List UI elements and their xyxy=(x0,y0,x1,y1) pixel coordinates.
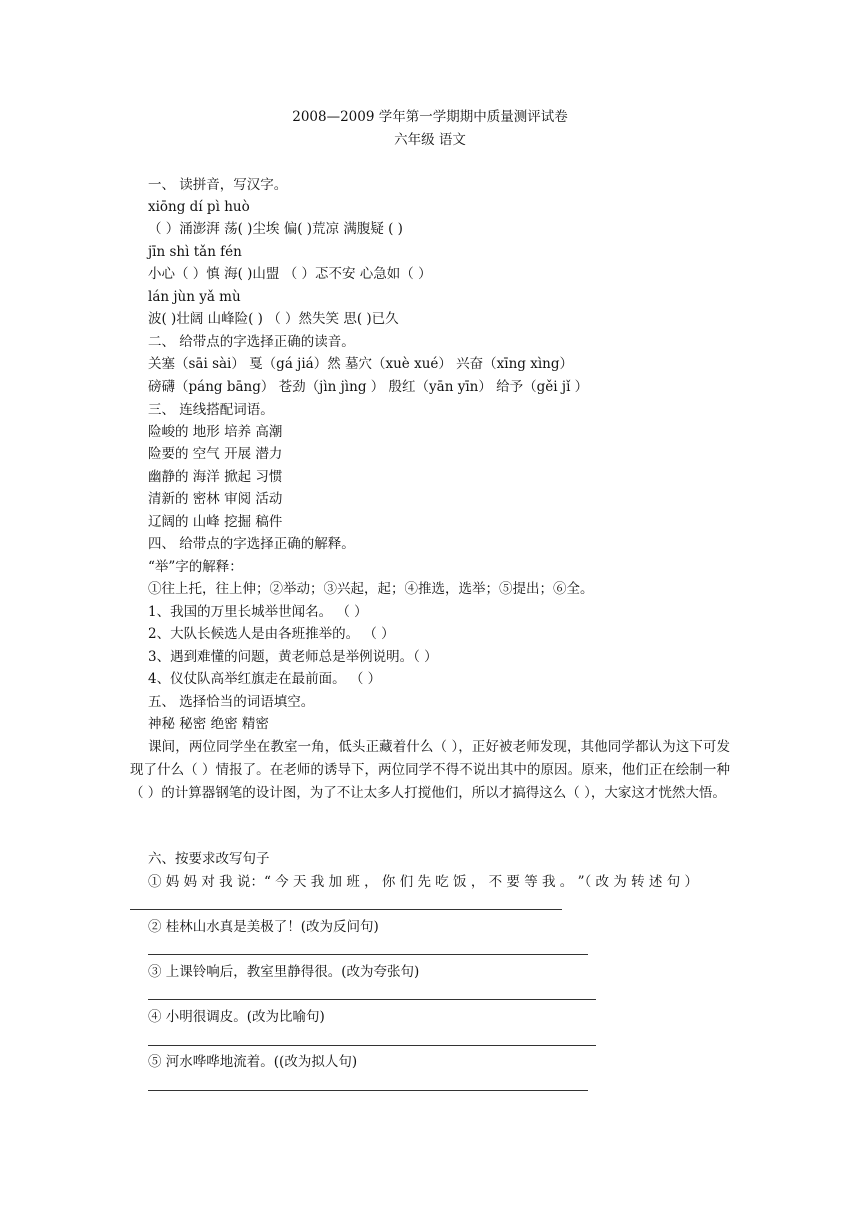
question-line: 小心（ ）慎 海( )山盟 （ ）忑不安 心急如（ ） xyxy=(148,266,432,282)
word-row: 险要的 空气 开展 潜力 xyxy=(148,446,283,462)
definition-label: “举”字的解释： xyxy=(148,559,243,575)
word-row: 幽静的 海洋 掀起 习惯 xyxy=(148,469,283,485)
rewrite-item: ② 桂林山水真是美极了！(改为反问句) xyxy=(148,919,379,935)
paragraph-text: 课间，两位同学坐在教室一角，低头正藏着什么（ ），正好被老师发现，其他同学都认为这下可发现了什么（ ）情报了。在老师的诱导下，两位同学不得不说出其中的原因。原来，他们正在绘制一种（ ）的计算器钢笔的设计图，为了不让太多人打搅他们，所以才搞得这么（ ），大家这才恍然大悟。 xyxy=(130,739,730,801)
section-6-heading: 六、按要求改写句子 xyxy=(148,851,270,867)
section-1-heading: 一、 读拼音，写汉字。 xyxy=(148,177,288,193)
section-3-heading: 三、 连线搭配词语。 xyxy=(148,402,274,418)
question-line: 磅礴（páng bāng） 苍劲（jìn jìng ） 殷红（yān yīn） 给予（gěi jǐ ） xyxy=(148,379,589,395)
rewrite-item: ④ 小明很调皮。(改为比喻句) xyxy=(148,1009,325,1025)
question-line: 3、遇到难懂的问题，黄老师总是举例说明。（ ） xyxy=(148,649,438,665)
question-line: 1、我国的万里长城举世闻名。 （ ） xyxy=(148,604,368,620)
rewrite-item: ① 妈 妈 对 我 说：“ 今 天 我 加 班 ， 你 们 先 吃 饭 ， 不 要 等 我 。 ”（ 改 为 转 述 句 ） xyxy=(148,874,698,890)
word-row: 险峻的 地形 培养 高潮 xyxy=(148,424,283,440)
section-4-heading: 四、 给带点的字选择正确的解释。 xyxy=(148,536,355,552)
answer-line xyxy=(130,909,562,910)
answer-line xyxy=(148,1090,588,1091)
word-choices: 神秘 秘密 绝密 精密 xyxy=(148,716,269,732)
word-row: 辽阔的 山峰 挖掘 稿件 xyxy=(148,514,283,530)
fill-in-paragraph xyxy=(130,736,730,805)
answer-line xyxy=(148,954,588,955)
question-line: （ ）涌澎湃 荡( )尘埃 偏( )荒凉 满腹疑 ( ) xyxy=(148,221,403,237)
rewrite-item: ③ 上课铃响后，教室里静得很。(改为夸张句) xyxy=(148,964,420,980)
section-5-heading: 五、 选择恰当的词语填空。 xyxy=(148,694,315,710)
question-line: 波( )壮阔 山峰险( ) （ ）然失笑 思( )已久 xyxy=(148,311,399,327)
question-line: 2、大队长候选人是由各班推举的。 （ ） xyxy=(148,626,395,642)
answer-line xyxy=(148,999,596,1000)
word-row: 清新的 密林 审阅 活动 xyxy=(148,491,283,507)
exam-subtitle: 六年级 语文 xyxy=(394,132,466,148)
pinyin-line: jīn shì tǎn fén xyxy=(148,244,242,260)
pinyin-line: xiōng dí pì huò xyxy=(148,199,250,215)
question-line: 关塞（sāi sài） 戛（gá jiá）然 墓穴（xuè xué） 兴奋（xīng xìng） xyxy=(148,356,573,372)
answer-line xyxy=(148,1045,596,1046)
definition-list: ①往上托，往上伸；②举动；③兴起，起；④推选，选举；⑤提出；⑥全。 xyxy=(148,581,594,597)
rewrite-item: ⑤ 河水哗哗地流着。((改为拟人句) xyxy=(148,1054,358,1070)
section-2-heading: 二、 给带点的字选择正确的读音。 xyxy=(148,334,355,350)
exam-title: 2008—2009 学年第一学期期中质量测评试卷 xyxy=(292,109,568,125)
pinyin-line: lán jùn yǎ mù xyxy=(148,289,241,305)
question-line: 4、仪仗队高举红旗走在最前面。 （ ） xyxy=(148,671,382,687)
